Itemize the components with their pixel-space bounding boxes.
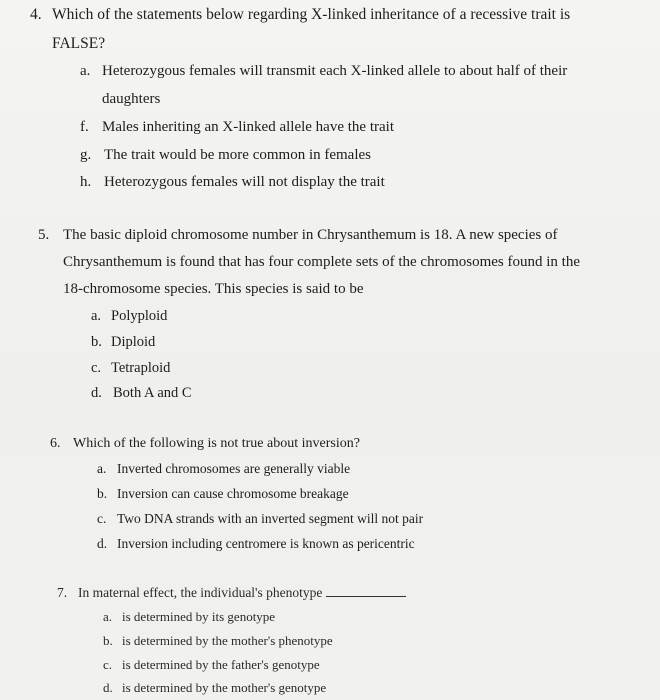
option-letter: d.	[103, 680, 113, 695]
question-stem-line: Chrysanthemum is found that has four complete sets of the chromosomes found in the	[63, 254, 580, 270]
option-letter: b.	[91, 334, 102, 350]
question-number: 5.	[38, 227, 50, 243]
option-letter: c.	[91, 360, 102, 376]
option-text: Males inheriting an X-linked allele have the trait	[102, 119, 394, 135]
option-text: is determined by the mother's phenotype	[122, 633, 333, 648]
option-letter: g.	[80, 147, 92, 163]
option-text: Heterozygous females will not display the trait	[104, 174, 385, 190]
option-letter: a.	[80, 63, 91, 79]
question-number: 6.	[50, 436, 61, 451]
question-stem-line: The basic diploid chromosome number in Chrysanthemum is 18. A new species of	[63, 227, 558, 243]
option-text: The trait would be more common in females	[104, 147, 372, 163]
option-letter: a.	[97, 461, 107, 476]
option-text: Diploid	[111, 334, 156, 350]
option-letter: d.	[97, 536, 108, 551]
option-letter: a.	[103, 609, 113, 624]
question-stem-line: Which of the statements below regarding X-linked inheritance of a recessive trait is	[52, 6, 571, 23]
option-text: Heterozygous females will transmit each X-linked allele to about half of their	[102, 63, 568, 79]
option-text: Polyploid	[111, 308, 168, 324]
option-text: is determined by its genotype	[122, 609, 276, 624]
question-stem-line: Which of the following is not true about inversion?	[73, 436, 360, 451]
option-text: is determined by the father's genotype	[122, 657, 320, 672]
option-text: Two DNA strands with an inverted segment will not pair	[117, 511, 424, 526]
question-stem-text: In maternal effect, the individual's phenotype	[78, 585, 323, 600]
option-letter: f.	[80, 119, 89, 135]
option-text: Inversion including centromere is known as pericentric	[117, 536, 415, 551]
question-stem-line	[78, 585, 406, 601]
option-letter: c.	[103, 657, 113, 672]
question-number: 7.	[57, 585, 68, 600]
option-letter: h.	[80, 174, 92, 190]
option-text: daughters	[102, 91, 161, 107]
option-letter: a.	[91, 308, 102, 324]
option-letter: b.	[103, 633, 113, 648]
question-stem-line: FALSE?	[52, 35, 106, 52]
option-text: Inversion can cause chromosome breakage	[117, 486, 349, 501]
option-text: Inverted chromosomes are generally viable	[117, 461, 351, 476]
option-text: Tetraploid	[111, 360, 171, 376]
question-stem-line: 18-chromosome species. This species is said to be	[63, 281, 364, 297]
answer-blank	[326, 595, 406, 597]
question-number: 4.	[30, 6, 42, 23]
option-letter: d.	[91, 385, 102, 401]
option-letter: c.	[97, 511, 107, 526]
option-text: Both A and C	[113, 385, 192, 401]
option-text: is determined by the mother's genotype	[122, 680, 327, 695]
option-letter: b.	[97, 486, 108, 501]
